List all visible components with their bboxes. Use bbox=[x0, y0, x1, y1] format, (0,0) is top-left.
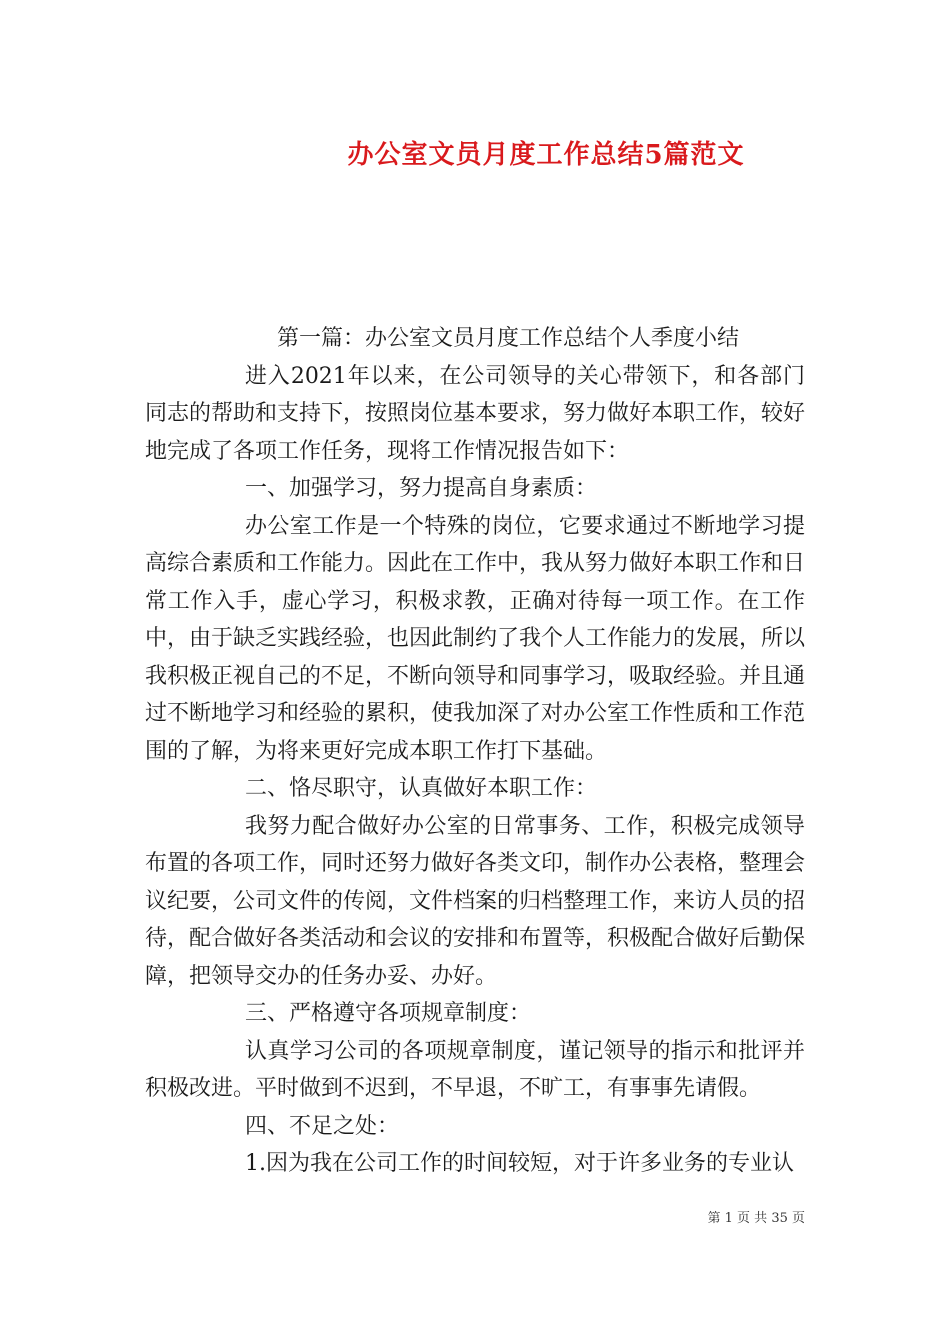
paragraph-study: 办公室工作是一个特殊的岗位，它要求通过不断地学习提高综合素质和工作能力。因此在工作中，我从努力做好本职工作和日常工作入手，虚心学习，积极求教，正确对待每一项工作。在工作中，由于缺乏实践经验，也因此制约了我个人工作能力的发展，所以我积极正视自己的不足，不断向领导和同事学习，吸取经验。并且通过不断地学习和经验的累积，使我加深了对办公室工作性质和工作范围的了解，为将来更好完成本职工作打下基础。 bbox=[145, 513, 806, 764]
chapter-heading: 第一篇：办公室文员月度工作总结个人季度小结 bbox=[277, 326, 740, 351]
page-number: 第 1 页 共 35 页 bbox=[707, 1211, 805, 1226]
document-title: 办公室文员月度工作总结5篇范文 bbox=[347, 140, 745, 170]
paragraph-duties: 我努力配合做好办公室的日常事务、工作，积极完成领导布置的各项工作，同时还努力做好各类文印，制作办公表格，整理会议纪要，公司文件的传阅，文件档案的归档整理工作，来访人员的招待，配合做好各类活动和会议的安排和布置等，积极配合做好后勤保障，把领导交办的任务办妥、办好。 bbox=[145, 813, 806, 989]
paragraph-shortcomings: 1.因为我在公司工作的时间较短，对于许多业务的专业认 bbox=[245, 1151, 794, 1176]
document-body bbox=[145, 320, 805, 1183]
section-heading-4: 四、不足之处： bbox=[245, 1113, 400, 1139]
paragraph-intro: 进入2021年以来，在公司领导的关心带领下，和各部门同志的帮助和支持下，按照岗位基本要求，努力做好本职工作，较好地完成了各项工作任务，现将工作情况报告如下： bbox=[145, 363, 806, 464]
paragraph-rules: 认真学习公司的各项规章制度，谨记领导的指示和批评并积极改进。平时做到不迟到，不早退，不旷工，有事事先请假。 bbox=[145, 1038, 805, 1101]
section-heading-3: 三、严格遵守各项规章制度： bbox=[245, 1001, 532, 1026]
section-heading-1: 一、加强学习，努力提高自身素质： bbox=[245, 476, 598, 501]
section-heading-2: 二、恪尽职守，认真做好本职工作： bbox=[245, 776, 598, 801]
